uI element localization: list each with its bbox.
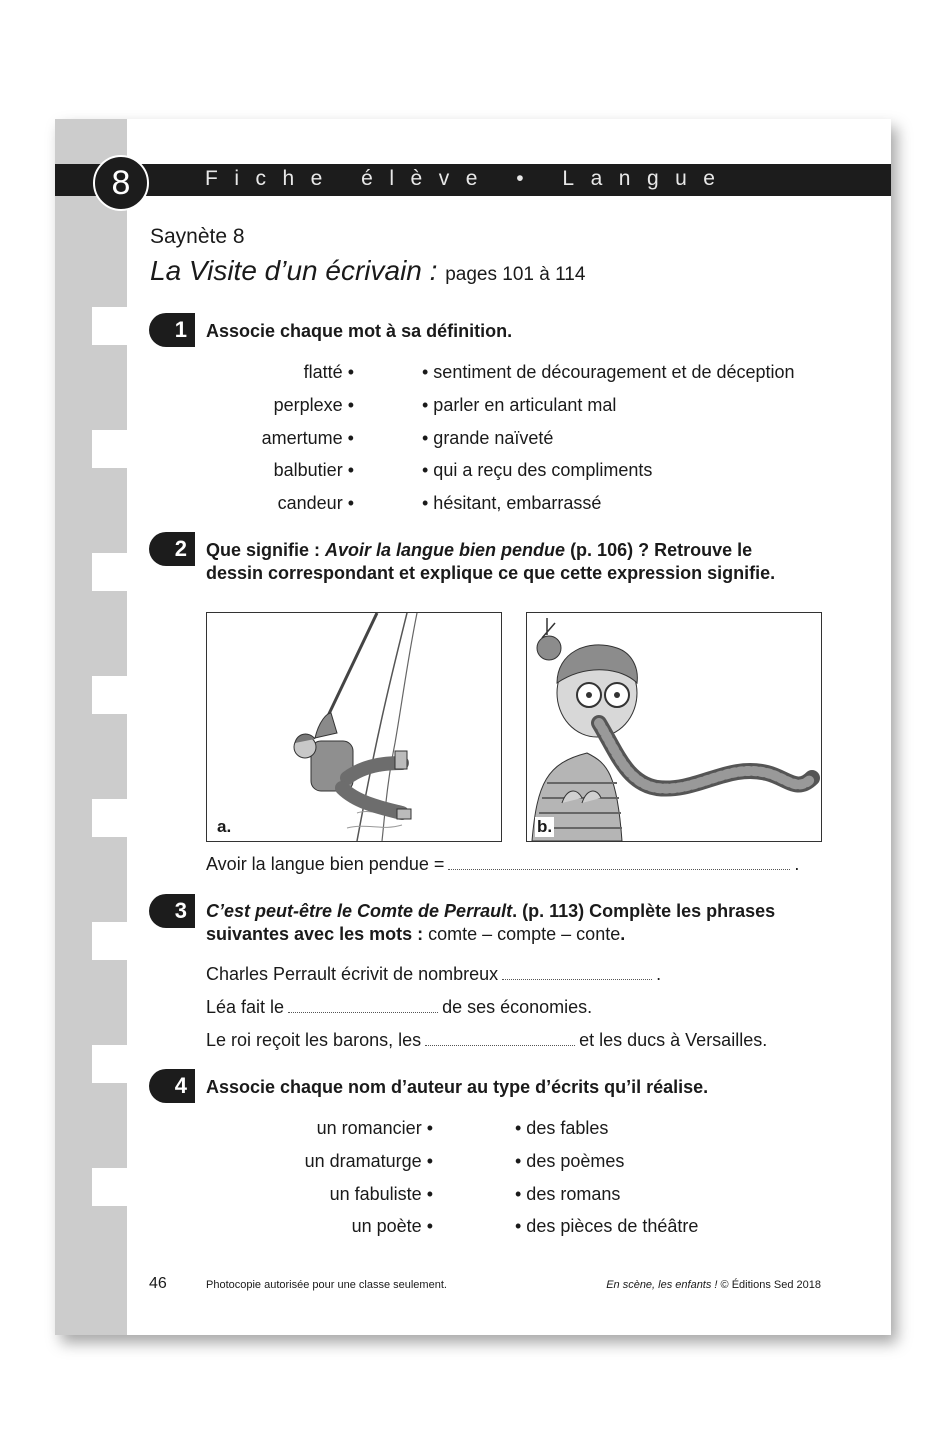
definition-right: • hésitant, embarrassé	[422, 493, 602, 513]
sentence-2-blank[interactable]	[288, 998, 438, 1013]
q2-prefix: Que signifie :	[206, 540, 326, 560]
page-number: 46	[149, 1275, 167, 1292]
sentence-1-end: .	[656, 964, 662, 984]
author-left: un dramaturge •	[304, 1151, 433, 1171]
sentence-2-start: Léa fait le	[206, 997, 285, 1017]
definition-right: • parler en articulant mal	[422, 395, 617, 415]
answer-line-expression	[206, 854, 799, 875]
footer-book-title: En scène, les enfants !	[606, 1279, 718, 1291]
q3-title: C’est peut-être le Comte de Perrault	[206, 901, 513, 921]
definition-right: • grande naïveté	[422, 428, 554, 448]
gutter-notch	[92, 922, 127, 960]
q3-words: comte – compte – conte	[428, 924, 621, 944]
sentence-2	[206, 997, 592, 1018]
type-right: • des pièces de théâtre	[515, 1216, 699, 1236]
sentence-3	[206, 1030, 767, 1051]
sentence-2-end: de ses économies.	[442, 997, 593, 1017]
page-title	[150, 255, 585, 287]
exercise-4-badge: 4	[149, 1069, 195, 1103]
exercise-3-question	[206, 900, 775, 946]
definition-right: • qui a reçu des compliments	[422, 460, 653, 480]
sentence-1-blank[interactable]	[502, 965, 652, 980]
gutter-notch	[92, 553, 127, 591]
gutter-notch	[92, 799, 127, 837]
sentence-3-end: et les ducs à Versailles.	[579, 1030, 768, 1050]
exercise-2-badge: 2	[149, 532, 195, 566]
gutter-notch	[92, 430, 127, 468]
illustration-b-label: b.	[537, 817, 553, 836]
worksheet-page	[55, 119, 891, 1335]
author-left: un romancier •	[316, 1118, 433, 1138]
climber-drawing	[207, 613, 501, 841]
sentence-1-start: Charles Perrault écrivit de nombreux	[206, 964, 499, 984]
gutter-notch	[92, 676, 127, 714]
illustration-a-label: a.	[217, 817, 232, 836]
q2-suffix: (p. 106) ? Retrouve le	[565, 540, 753, 560]
q2-expression: Avoir la langue bien pendue	[325, 540, 566, 560]
answer-prefix: Avoir la langue bien pendue =	[206, 854, 445, 874]
author-left: un fabuliste •	[329, 1184, 433, 1204]
exercise-1-instruction: Associe chaque mot à sa définition.	[206, 321, 513, 341]
word-left: balbutier •	[273, 460, 354, 480]
definition-right: • sentiment de découragement et de déception	[422, 362, 795, 382]
saynete-subtitle: Saynète 8	[150, 225, 245, 248]
sentence-1	[206, 964, 661, 985]
sentence-3-blank[interactable]	[425, 1031, 575, 1046]
illustration-b-long-tongue	[526, 612, 822, 842]
exercise-4-instruction: Associe chaque nom d’auteur au type d’écrits qu’il réalise.	[206, 1077, 709, 1097]
exercise-1-badge: 1	[149, 313, 195, 347]
sheet-number-badge: 8	[93, 155, 149, 211]
word-left: candeur •	[277, 493, 354, 513]
word-left: amertume •	[261, 428, 354, 448]
gutter-notch	[92, 307, 127, 345]
girl-tongue-drawing	[527, 613, 821, 841]
sentence-3-start: Le roi reçoit les barons, les	[206, 1030, 422, 1050]
exercise-2-question	[206, 539, 775, 585]
footer-copyright	[606, 1279, 821, 1291]
gutter-notch	[92, 1168, 127, 1206]
q2-line2: dessin correspondant et explique ce que cette expression signifie.	[206, 563, 776, 583]
answer-blank[interactable]	[448, 855, 790, 870]
exercise-3-badge: 3	[149, 894, 195, 928]
q3-suffix: . (p. 113) Complète les phrases	[512, 901, 776, 921]
word-left: perplexe •	[273, 395, 354, 415]
header-band-text: Fiche élève • Langue	[205, 167, 732, 190]
q3-end: .	[620, 924, 626, 944]
header-band	[55, 164, 891, 196]
answer-end: .	[794, 854, 800, 874]
gutter-notch	[92, 1045, 127, 1083]
author-left: un poète •	[351, 1216, 433, 1236]
type-right: • des romans	[515, 1184, 621, 1204]
title-text: La Visite d’un écrivain :	[150, 255, 438, 286]
illustration-a-climber	[206, 612, 502, 842]
title-pages: pages 101 à 114	[445, 264, 586, 285]
binding-gutter	[55, 119, 127, 1335]
footer-publisher: © Éditions Sed 2018	[717, 1279, 821, 1291]
type-right: • des poèmes	[515, 1151, 625, 1171]
q3-line2: suivantes avec les mots :	[206, 924, 429, 944]
type-right: • des fables	[515, 1118, 609, 1138]
footer-photocopy-note: Photocopie autorisée pour une classe seulement.	[206, 1279, 447, 1291]
word-left: flatté •	[303, 362, 354, 382]
